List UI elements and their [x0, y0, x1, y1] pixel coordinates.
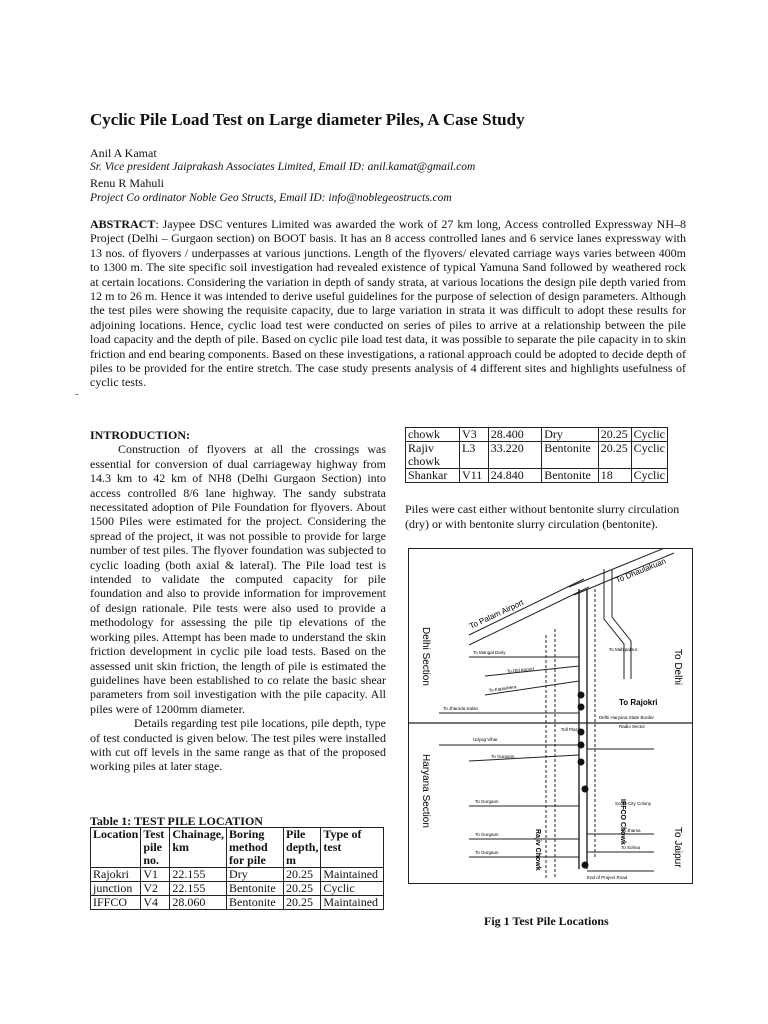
- label-to-palam-airport: To Palam Airport: [468, 597, 526, 631]
- label-to-gurgaon-1: To Gurgaon: [491, 754, 515, 759]
- figure-caption: Fig 1 Test Pile Locations: [484, 914, 609, 928]
- table-header-cell: Location: [91, 828, 141, 868]
- table-cell: 20.25: [284, 882, 321, 896]
- introduction-heading: INTRODUCTION:: [90, 428, 191, 442]
- label-to-rajokri: To Rajokri: [619, 698, 658, 707]
- test-pile-table-continued: [405, 427, 668, 483]
- author-affiliation-2: Project Co ordinator Noble Geo Structs, Email ID: info@noblegeostructs.com: [90, 192, 452, 204]
- author-affiliation-1: Sr. Vice president Jaiprakash Associates Limited, Email ID: anil.kamat@gmail.com: [90, 161, 476, 173]
- label-radio-sector: Radio Sector: [619, 724, 646, 729]
- label-toll-plaza: Toll Plaza: [561, 727, 581, 732]
- table-cell: Cyclic: [631, 442, 667, 469]
- table-cell: Bentonite: [542, 469, 599, 483]
- map-drawing: [409, 549, 692, 883]
- table-header-cell: Pile depth, m: [284, 828, 321, 868]
- label-iffco-chowk: IFFCO Chowk: [619, 799, 626, 845]
- label-to-kapashera: To Kapashera: [488, 684, 517, 693]
- pile-marker: [582, 862, 589, 869]
- pile-marker: [582, 786, 589, 793]
- table-cell: IFFCO: [91, 896, 141, 910]
- table-header-cell: Type of test: [321, 828, 384, 868]
- label-to-old-airport: To Old Airport: [506, 666, 535, 674]
- table-cell: L3: [460, 442, 489, 469]
- table-cell: 28.400: [488, 428, 542, 442]
- table-cell: 24.840: [488, 469, 542, 483]
- table-cell: V2: [141, 882, 170, 896]
- introduction-paragraph-2: Details regarding test pile locations, pile depth, type of test conducted is given below. The test piles were installed with cut off levels in the same range as that of the proposed working piles at later stage.: [90, 716, 386, 774]
- pile-marker: [578, 704, 585, 711]
- table-cell: chowk: [406, 428, 460, 442]
- table-cell: Maintained: [321, 868, 384, 882]
- table-row: [406, 428, 668, 442]
- table-cell: junction: [91, 882, 141, 896]
- introduction-section: [90, 428, 386, 774]
- table-cell: V11: [460, 469, 489, 483]
- table-row: [406, 442, 668, 469]
- table-header-cell: Chainage, km: [170, 828, 227, 868]
- table-cell: 22.155: [170, 868, 227, 882]
- label-to-mangal-dairy: To Mangal Dairy: [473, 650, 506, 655]
- label-udyog-vihar: Udyog Vihar: [473, 737, 498, 742]
- table-cell: Bentonite: [227, 896, 284, 910]
- label-delhi-section: Delhi Section: [420, 627, 431, 686]
- table-caption: Table 1: TEST PILE LOCATION: [90, 814, 263, 828]
- table-cell: Dry: [227, 868, 284, 882]
- table-header-cell: Boring method for pile: [227, 828, 284, 868]
- table-cell: 20.25: [284, 868, 321, 882]
- table-cell: Cyclic: [321, 882, 384, 896]
- table-cell: V4: [141, 896, 170, 910]
- table-cell: 28.060: [170, 896, 227, 910]
- test-pile-table: [90, 827, 384, 910]
- label-end-of-project: End of Project Road: [587, 875, 628, 880]
- table-cell: 20.25: [598, 428, 631, 442]
- mahipalpur-road: [604, 569, 624, 679]
- table-cell: Dry: [542, 428, 599, 442]
- table-cell: V1: [141, 868, 170, 882]
- abstract: [90, 217, 686, 390]
- pile-marker: [578, 759, 585, 766]
- table-cell: Rajokri: [91, 868, 141, 882]
- boring-method-note: Piles were cast either without bentonite slurry circulation (dry) or with bentonite slurry circulation (bentonite).: [405, 502, 680, 531]
- table-cell: 22.155: [170, 882, 227, 896]
- label-rajiv-chowk: Rajiv Chowk: [534, 829, 541, 871]
- abstract-label: ABSTRACT: [90, 217, 156, 231]
- table-cell: Rajiv chowk: [406, 442, 460, 469]
- label-to-gurgaon-4: To Gurgaon: [475, 850, 499, 855]
- palam-road-upper-edge: [469, 579, 584, 635]
- margin-mark: -: [75, 388, 79, 400]
- table-cell: 20.25: [598, 442, 631, 469]
- table-cell: Maintained: [321, 896, 384, 910]
- table-cell: Bentonite: [227, 882, 284, 896]
- author-name-1: Anil A Kamat: [90, 146, 157, 160]
- table-cell: 33.220: [488, 442, 542, 469]
- table-cell: Bentonite: [542, 442, 599, 469]
- introduction-paragraph-1: Construction of flyovers at all the crossings was essential for conversion of dual carriageway highway from 14.3 km to 42 km of NH8 (Delhi Gurgaon Section) into access controlled 8/6 lane highway. The sandy substrata necessitated adoption of Pile Foundation for flyovers. About 1500 Piles were estimated for the project. Considering the spread of the project, it was not possible to provide for large number of test piles. The flyover foundation was subjected to cyclic loading (both axial & lateral). The Pile load test is intended to validate the computed capacity for pile foundation and also to provide information for improvement of design rationale. Pile tests were also used to provide a methodology for assessing the pile tip elevations of the working piles. Attempt has been made to understand the skin friction development in cyclic pile load tests. Based on the assessed unit skin friction, the length of pile is estimated the guidelines have been established to co relate the basic shear parameters from soil investigation with the pile capacity. All piles were of 1200mm diameter.: [90, 442, 386, 716]
- abstract-text: : Jaypee DSC ventures Limited was awarded the work of 27 km long, Access controlled Expressway NH–8 Project (Delhi – Gurgaon section) on BOOT basis. It has an 8 access controlled lanes and 6 service lanes expressway with 13 nos. of flyovers / underpasses at various junctions. Length of the flyovers/ elevated carriage ways varies between 400m to 1300 m. The site specific soil investigation had revealed existence of typical Yamuna Sand followed by weathered rock at certain locations. Considering the variation in depth of sandy strata, at various locations the design pile depth varied from 12 m to 26 m. Hence it was intended to derive useful guidelines for the purpose of selection of design parameters. Although the test piles were showing the requisite capacity, due to large variation in strata it was difficult to adopt these results for adjoining locations. Hence, cyclic load test were conducted on series of piles to arrive at a relationship between the pile load capacity and the depth of pile. Based on cyclic pile load test data, it was possible to separate the pile capacity in to skin friction and end bearing components. Based on these investigations, a rational approach could be adopted to decide depth of piles to be provided for the entire stretch. The case study presents analysis of 4 different sites and highlights usefulness of cyclic tests.: [90, 217, 686, 390]
- author-name-2: Renu R Mahuli: [90, 176, 164, 190]
- table-cell: 20.25: [284, 896, 321, 910]
- label-to-gurgaon-3: To Gurgaon: [475, 832, 499, 837]
- label-to-jharoda-kalan: To Jharoda Kalan: [443, 706, 479, 711]
- label-to-jharsa: To Jharsa: [621, 828, 641, 833]
- paper-title: Cyclic Pile Load Test on Large diameter Piles, A Case Study: [90, 110, 525, 129]
- label-to-jaipur: To Jaipur: [672, 827, 683, 868]
- label-to-mahipalpur: To Mahipalpur: [609, 647, 638, 652]
- mahipalpur-road-edge: [612, 569, 631, 679]
- table-cell: Cyclic: [631, 469, 667, 483]
- label-haryana-section: Haryana Section: [420, 754, 431, 828]
- table-row: [91, 896, 384, 910]
- pile-marker: [578, 742, 585, 749]
- table-cell: 18: [598, 469, 631, 483]
- label-to-sohna: To Sohna: [621, 845, 641, 850]
- label-state-border: Delhi Haryana State Border: [599, 715, 655, 720]
- test-pile-location-map: [408, 548, 693, 884]
- gurgaon-road-1: [469, 755, 579, 761]
- table-row: [91, 882, 384, 896]
- table-header-cell: Test pile no.: [141, 828, 170, 868]
- label-to-gurgaon-2: To Gurgaon: [475, 799, 499, 804]
- table-cell: V3: [460, 428, 489, 442]
- table-cell: Cyclic: [631, 428, 667, 442]
- table-cell: Shankar: [406, 469, 460, 483]
- pile-marker: [578, 692, 585, 699]
- table-row: [91, 868, 384, 882]
- label-to-dhaulakuan: To Dhaulakuan: [614, 556, 668, 585]
- label-south-city-colony: South City Colony: [615, 801, 652, 806]
- table-header-row: [91, 828, 384, 868]
- label-to-delhi: To Delhi: [672, 649, 683, 686]
- table-row: [406, 469, 668, 483]
